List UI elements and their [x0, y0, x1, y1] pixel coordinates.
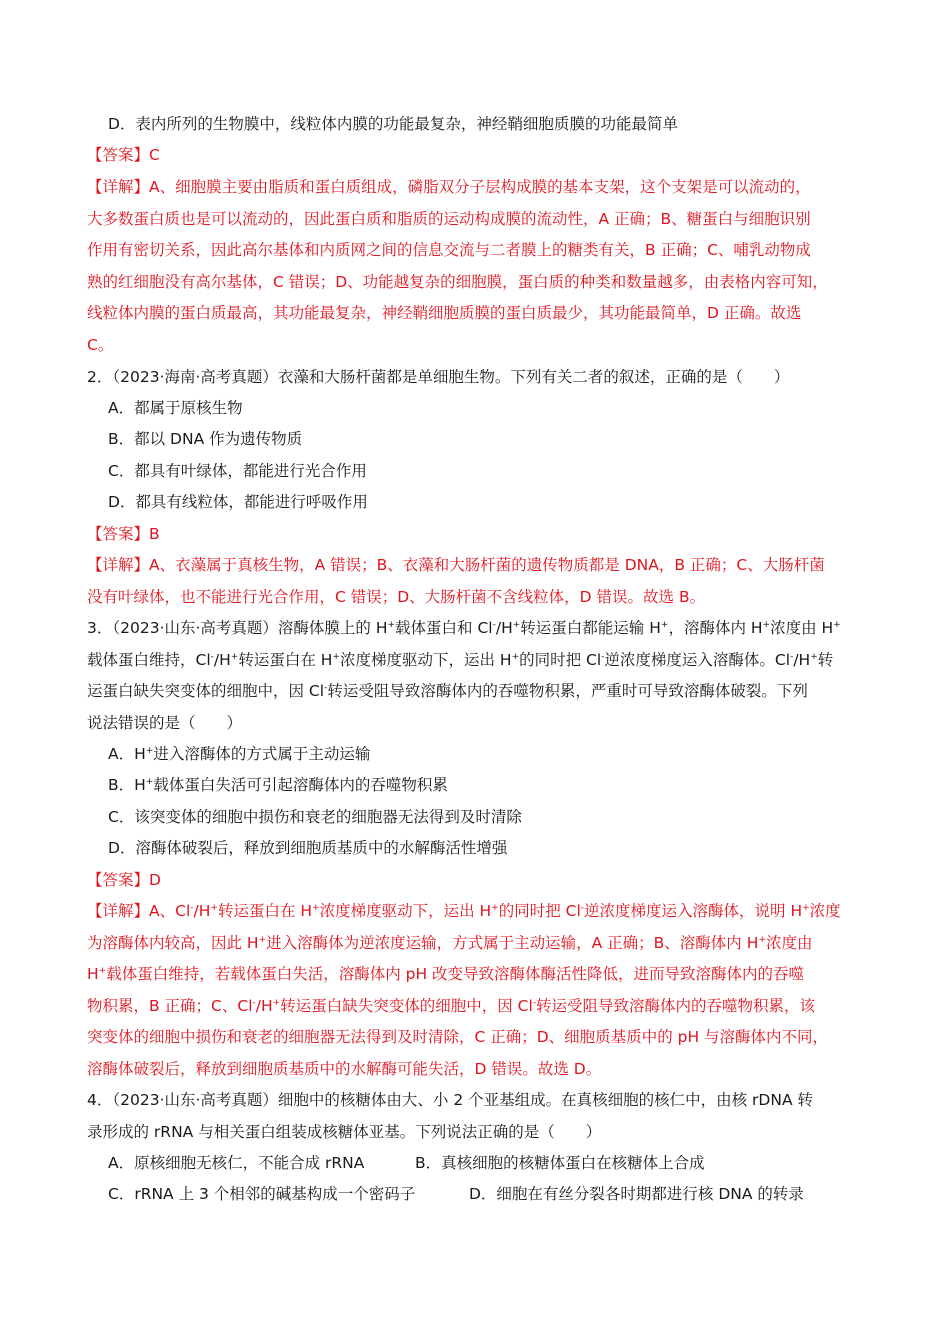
- q4-option-a: A．原核细胞无核仁，不能合成 rRNA: [108, 1154, 365, 1172]
- q2-option-d: D．都具有线粒体，都能进行呼吸作用: [108, 493, 368, 511]
- q3-stem-line-4: 说法错误的是（ ）: [87, 713, 243, 732]
- answer-value: D: [149, 871, 161, 889]
- q3-stem-line-3: 运蛋白缺失突变体的细胞中，因 Cl-转运受阻导致溶酶体内的吞噬物积累，严重时可导致溶酶体破裂。下列: [87, 682, 808, 700]
- explain-line-3: H+载体蛋白维持，若载体蛋白失活，溶酶体内 pH 改变导致溶酶体酶活性降低，进而导致溶酶体内的吞噬: [87, 965, 805, 983]
- q2-option-c: C．都具有叶绿体，都能进行光合作用: [108, 462, 367, 480]
- q3-stem-line-1: 3．（2023·山东·高考真题）溶酶体膜上的 H+载体蛋白和 Cl-/H+转运蛋白都能运输 H+，溶酶体内 H+浓度由 H+: [87, 619, 841, 637]
- q4-option-b: B．真核细胞的核糖体蛋白在核糖体上合成: [415, 1154, 705, 1172]
- explain-line-4: 熟的红细胞没有高尔基体，C 错误；D、功能越复杂的细胞膜，蛋白质的种类和数量越多，由表格内容可知，: [87, 272, 828, 291]
- explain-line-4: 物积累，B 正确；C、Cl-/H+转运蛋白缺失突变体的细胞中，因 Cl-转运受阻导致溶酶体内的吞噬物积累，该: [87, 996, 816, 1015]
- q4-option-c: C．rRNA 上 3 个相邻的碱基构成一个密码子: [108, 1185, 416, 1203]
- q2-option-a: A．都属于原核生物: [108, 399, 243, 417]
- explain-line-6: 溶酶体破裂后，释放到细胞质基质中的水解酶可能失活，D 错误。故选 D。: [87, 1059, 602, 1078]
- explain-tag: 【详解】: [87, 556, 150, 574]
- explain-line-1: A、细胞膜主要由脂质和蛋白质组成，磷脂双分子层构成膜的基本支架，这个支架是可以流动的，: [149, 178, 811, 196]
- q3-answer: [87, 865, 877, 897]
- explain-line-3: 作用有密切关系，因此高尔基体和内质网之间的信息交流与二者膜上的糖类有关，B 正确；C、哺乳动物成: [87, 241, 811, 259]
- q1-answer: [87, 140, 877, 172]
- q3-option-a: A．H+进入溶酶体的方式属于主动运输: [108, 745, 371, 763]
- q2-explanation: [87, 550, 887, 613]
- answer-tag: 【答案】: [87, 525, 150, 543]
- q1-option-d: D．表内所列的生物膜中，线粒体内膜的功能最复杂，神经鞘细胞质膜的功能最简单: [108, 115, 678, 133]
- explain-line-2: 大多数蛋白质也是可以流动的，因此蛋白质和脂质的运动构成膜的流动性，A 正确；B、糖蛋白与细胞识别: [87, 209, 811, 228]
- q3-option-b: B．H+载体蛋白失活可引起溶酶体内的吞噬物积累: [108, 776, 448, 794]
- explain-line-1: 【详解】A、Cl-/H+转运蛋白在 H+浓度梯度驱动下，运出 H+的同时把 Cl-逆浓度梯度运入溶酶体，说明 H+浓度: [87, 902, 841, 920]
- explain-line-2: 没有叶绿体，也不能进行光合作用，C 错误；D、大肠杆菌不含线粒体，D 错误。故选 B。: [87, 587, 706, 606]
- answer-tag: 【答案】: [87, 146, 150, 164]
- q3-explanation: [87, 896, 887, 1085]
- q3-stem-line-2: 载体蛋白维持，Cl-/H+转运蛋白在 H+浓度梯度驱动下，运出 H+的同时把 Cl-逆浓度梯度运入溶酶体。Cl-/H+转: [87, 650, 834, 669]
- q3-option-d: D．溶酶体破裂后，释放到细胞质基质中的水解酶活性增强: [108, 839, 508, 857]
- explain-line-6: C。: [87, 335, 114, 354]
- answer-value: B: [149, 525, 160, 543]
- answer-value: C: [149, 146, 160, 164]
- explain-line-2: 为溶酶体内较高，因此 H+进入溶酶体为逆浓度运输，方式属于主动运输，A 正确；B、溶酶体内 H+浓度由: [87, 933, 813, 952]
- q4-option-d: D．细胞在有丝分裂各时期都进行核 DNA 的转录: [469, 1185, 804, 1203]
- q2-answer: [87, 519, 877, 551]
- q2-stem: 2．（2023·海南·高考真题）衣藻和大肠杆菌都是单细胞生物。下列有关二者的叙述，正确的是（ ）: [87, 368, 790, 386]
- q4-stem-line-1: 4．（2023·山东·高考真题）细胞中的核糖体由大、小 2 个亚基组成。在真核细胞的核仁中，由核 rDNA 转: [87, 1091, 813, 1109]
- explain-line-5: 突变体的细胞中损伤和衰老的细胞器无法得到及时清除，C 正确；D、细胞质基质中的 pH 与溶酶体内不同，: [87, 1028, 829, 1046]
- q1-explanation: [87, 172, 887, 361]
- answer-tag: 【答案】: [87, 871, 150, 889]
- explain-tag: 【详解】: [87, 178, 150, 196]
- q3-stem: [87, 613, 887, 739]
- q2-option-b: B．都以 DNA 作为遗传物质: [108, 430, 303, 448]
- q4-stem: [87, 1085, 887, 1148]
- explain-line-5: 线粒体内膜的蛋白质最高，其功能最复杂，神经鞘细胞质膜的蛋白质最少，其功能最简单，D 正确。故选: [87, 304, 802, 322]
- q4-stem-line-2: 录形成的 rRNA 与相关蛋白组装成核糖体亚基。下列说法正确的是（ ）: [87, 1122, 602, 1141]
- explain-line-1: A、衣藻属于真核生物，A 错误；B、衣藻和大肠杆菌的遗传物质都是 DNA，B 正确；C、大肠杆菌: [149, 556, 825, 574]
- q3-option-c: C．该突变体的细胞中损伤和衰老的细胞器无法得到及时清除: [108, 808, 522, 826]
